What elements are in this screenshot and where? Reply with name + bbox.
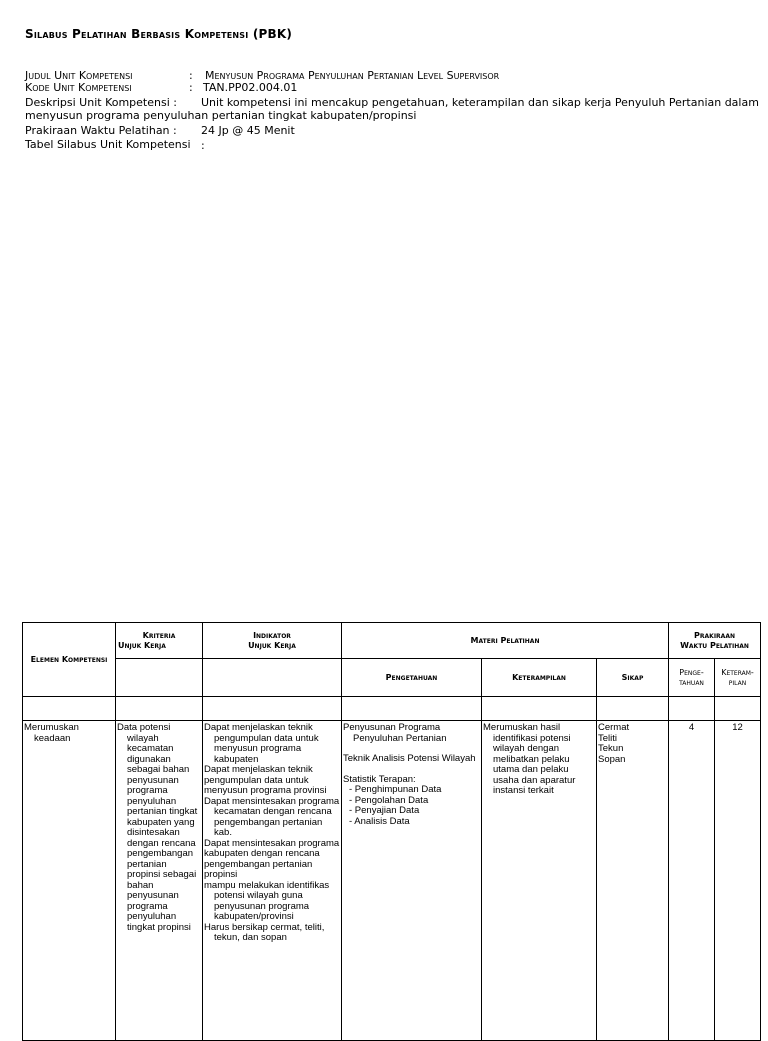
cell-indikator xyxy=(203,721,342,1041)
indikator-item: mampu melakukan identifikas potensi wilayah guna penyusunan programa kabupaten/provinsi xyxy=(204,879,330,922)
document-title: Silabus Pelatihan Berbasis Kompetensi (PBK) xyxy=(25,27,293,41)
spacer-cell xyxy=(669,697,715,721)
sikap-item: Cermat xyxy=(598,722,630,733)
pengetahuan-item: Teknik Analisis Potensi Wilayah xyxy=(343,753,476,764)
syllabus-table xyxy=(22,622,761,1041)
spacer-cell xyxy=(715,697,761,721)
cell-keterampilan: Merumuskan hasil identifikasi potensi wilayah dengan melibatkan pelaku utama dan pelaku usaha dan aparatur instansi terkait xyxy=(482,721,597,1041)
cell-kriteria: Data potensi wilayah kecamatan digunakan sebagai bahan penyusunan programa penyuluhan pertanian tingkat kabupaten yang disintesakan dengan rencana pengembangan pertanian propinsi sebagai bahan penyusunan programa penyuluhan tingkat propinsi xyxy=(116,721,203,1041)
header-penge: Penge- tahuan xyxy=(669,659,715,697)
header-keteram: Keteram- pilan xyxy=(715,659,761,697)
header-sikap: Sikap xyxy=(597,659,669,697)
header-keterampilan: Keterampilan xyxy=(482,659,597,697)
kode-colon: : xyxy=(189,81,193,94)
header-prakiraan: Prakiraan Waktu Pelatihan xyxy=(669,623,761,659)
sikap-item: Tekun xyxy=(598,743,624,754)
indikator-item: Dapat menjelaskan teknik pengumpulan data untuk menyusun programa provinsi xyxy=(204,764,327,796)
kode-value: TAN.PP02.004.01 xyxy=(203,81,298,94)
spacer-cell xyxy=(116,697,203,721)
spacer-cell xyxy=(482,697,597,721)
spacer-cell xyxy=(203,697,342,721)
waktu-value: 24 Jp @ 45 Menit xyxy=(201,124,295,137)
pengetahuan-list-item: - Penyajian Data xyxy=(349,805,420,816)
indikator-item: Dapat menjelaskan teknik pengumpulan data untuk menyusun programa kabupaten xyxy=(204,722,319,765)
header-elemen: Elemen Kompetensi xyxy=(23,623,116,697)
header-pengetahuan: Pengetahuan xyxy=(342,659,482,697)
header-indikator: Indikator Unjuk Kerja xyxy=(203,623,342,659)
deskripsi-label: Deskripsi Unit Kompetensi : xyxy=(25,96,177,109)
sikap-item: Teliti xyxy=(598,732,618,744)
tabel-colon: : xyxy=(201,139,205,152)
sikap-item: Sopan xyxy=(598,753,626,765)
spacer-cell xyxy=(597,697,669,721)
cell-jp-pengetahuan: 4 xyxy=(669,721,715,1041)
pengetahuan-item: Penyusunan Programa Penyuluhan Pertanian xyxy=(343,722,447,744)
pengetahuan-list-item: - Analisis Data xyxy=(349,815,410,827)
spacer-cell xyxy=(342,697,482,721)
cell-sikap xyxy=(597,721,669,1041)
kode-label: Kode Unit Kompetensi xyxy=(25,81,132,94)
header-kriteria: Kriteria Unjuk Kerja xyxy=(116,623,203,659)
judul-value: Menyusun Programa Penyuluhan Pertanian Level Supervisor xyxy=(205,69,500,82)
header-indikator-blank xyxy=(203,659,342,697)
judul-label: Judul Unit Kompetensi xyxy=(25,69,133,82)
indikator-item: Harus bersikap cermat, teliti, tekun, dan sopan xyxy=(204,921,325,943)
pengetahuan-list-item: - Penghimpunan Data xyxy=(349,784,442,795)
pengetahuan-list-item: - Pengolahan Data xyxy=(349,794,429,806)
judul-colon: : xyxy=(189,69,193,82)
waktu-label: Prakiraan Waktu Pelatihan : xyxy=(25,124,177,137)
tabel-label: Tabel Silabus Unit Kompetensi xyxy=(25,138,191,151)
indikator-item: Dapat mensintesakan programa kabupaten dengan rencana pengembangan pertanian propinsi xyxy=(204,837,340,880)
spacer-cell xyxy=(23,697,116,721)
cell-jp-keterampilan: 12 xyxy=(715,721,761,1041)
indikator-item: Dapat mensintesakan programa kecamatan dengan rencana pengembangan pertanian kab. xyxy=(204,795,340,838)
pengetahuan-item: Statistik Terapan: xyxy=(343,773,416,785)
deskripsi-value-line1: Unit kompetensi ini mencakup pengetahuan, keterampilan dan sikap kerja Penyuluh Pertanian dalam xyxy=(201,96,759,109)
cell-elemen: Merumuskan keadaan xyxy=(23,721,116,1041)
deskripsi-value-line2: menyusun programa penyuluhan pertanian tingkat kabupaten/propinsi xyxy=(25,109,417,122)
header-kriteria-blank xyxy=(116,659,203,697)
header-materi: Materi Pelatihan xyxy=(342,623,669,659)
cell-pengetahuan xyxy=(342,721,482,1041)
